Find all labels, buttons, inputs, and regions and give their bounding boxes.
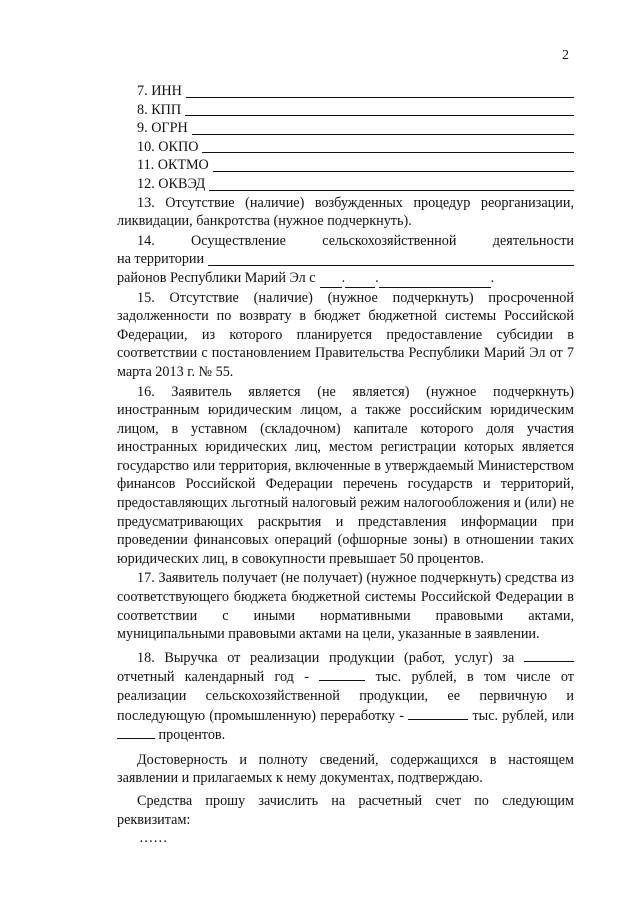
fill-line [213, 158, 574, 172]
field-label: 10. ОКПО [137, 138, 199, 155]
revenue-agri-blank [408, 706, 468, 720]
field-label: 7. ИНН [137, 83, 182, 99]
fill-line [202, 139, 574, 153]
date-separator: . [341, 269, 346, 286]
paragraph-14-line1: 14. Осуществление сельскохозяйственной деятельности [137, 232, 574, 249]
field-label: 9. ОГРН [137, 120, 188, 137]
revenue-text: тыс. рублей, в том числе от реализации сельскохозяйственной продукции, ее первичную и последующую (промышленную) переработку - [117, 669, 574, 724]
paragraph-13: 13. Отсутствие (наличие) возбужденных процедур реорганизации, ликвидации, банкротства (нужное подчеркнуть). [117, 194, 574, 230]
revenue-text: процентов. [158, 727, 226, 744]
month-blank [345, 274, 375, 288]
reliability-paragraph: Достоверность и полноту сведений, содержащихся в настоящем заявлении и прилагаемых к нему документах, подтверждаю. [117, 751, 574, 787]
fill-line [208, 252, 574, 266]
document-body [117, 82, 574, 848]
paragraph-14-territory-label: на территории [117, 251, 205, 268]
year-blank [379, 274, 491, 288]
field-okved [117, 175, 574, 194]
fill-line [209, 177, 574, 191]
revenue-text: отчетный календарный год - [117, 669, 309, 686]
fill-line [192, 121, 574, 135]
field-ogrn [117, 119, 574, 138]
field-inn [117, 82, 574, 101]
ellipsis: …… [139, 830, 168, 847]
field-label: 8. КПП [137, 101, 182, 118]
field-oktmo [117, 156, 574, 175]
paragraph-14-line3 [117, 269, 574, 288]
field-kpp [117, 101, 574, 120]
paragraph-16: 16. Заявитель является (не является) (нужное подчеркнуть) иностранным юридическим лицом, а также российским юридическим лицом, в уставном (складочном) капитале которого доля участия иностранных юридических лиц, местом регистрации которых является государство или территория, включенные в утверждаемый Министерством финансов Российской Федерации перечень государств и территорий, предоставляющих льготный налоговый режим налогообложения и (или) не предусматривающих раскрытия и представления информации при проведении финансовых операций (офшорные зоны) в отношении таких юридических лиц, в совокупности превышает 50 процентов. [117, 383, 574, 567]
page-number: 2 [562, 48, 569, 63]
period-blank [524, 648, 574, 662]
percent-blank [117, 725, 155, 739]
field-label: 12. ОКВЭД [137, 175, 206, 192]
paragraph-14-date-label: районов Республики Марий Эл с [117, 269, 316, 286]
date-end: . [490, 269, 495, 286]
field-okpo [117, 138, 574, 157]
revenue-text: 18. Выручка от реализации продукции (работ, услуг) за [137, 649, 515, 666]
field-label: 11. ОКТМО [137, 157, 209, 174]
date-separator: . [375, 269, 379, 286]
paragraph-14-line2 [117, 250, 574, 269]
revenue-total-blank [319, 667, 365, 681]
fill-line [185, 102, 574, 116]
paragraph-15: 15. Отсутствие (наличие) (нужное подчеркнуть) просроченной задолженности по возврату в бюджет бюджетной системы Российской Федерации, из которого планируется предоставление субсидии в соответствии с постановлением Правительства Республики Марий Эл от 7 марта 2013 г. № 55. [117, 289, 574, 380]
paragraph-17: 17. Заявитель получает (не получает) (нужное подчеркнуть) средства из соответствующего бюджета бюджетной системы Российской Федерации в соответствии с иными нормативными правовыми актами, муниципальными правовыми актами на цели, указанные в заявлении. [117, 570, 574, 643]
funds-paragraph: Средства прошу зачислить на расчетный счет по следующим реквизитам: [117, 792, 574, 828]
paragraph-18 [117, 648, 574, 745]
revenue-text: или [551, 707, 575, 724]
fill-line [186, 84, 574, 98]
day-blank [320, 274, 342, 288]
revenue-text: тыс. рублей, [472, 707, 548, 724]
